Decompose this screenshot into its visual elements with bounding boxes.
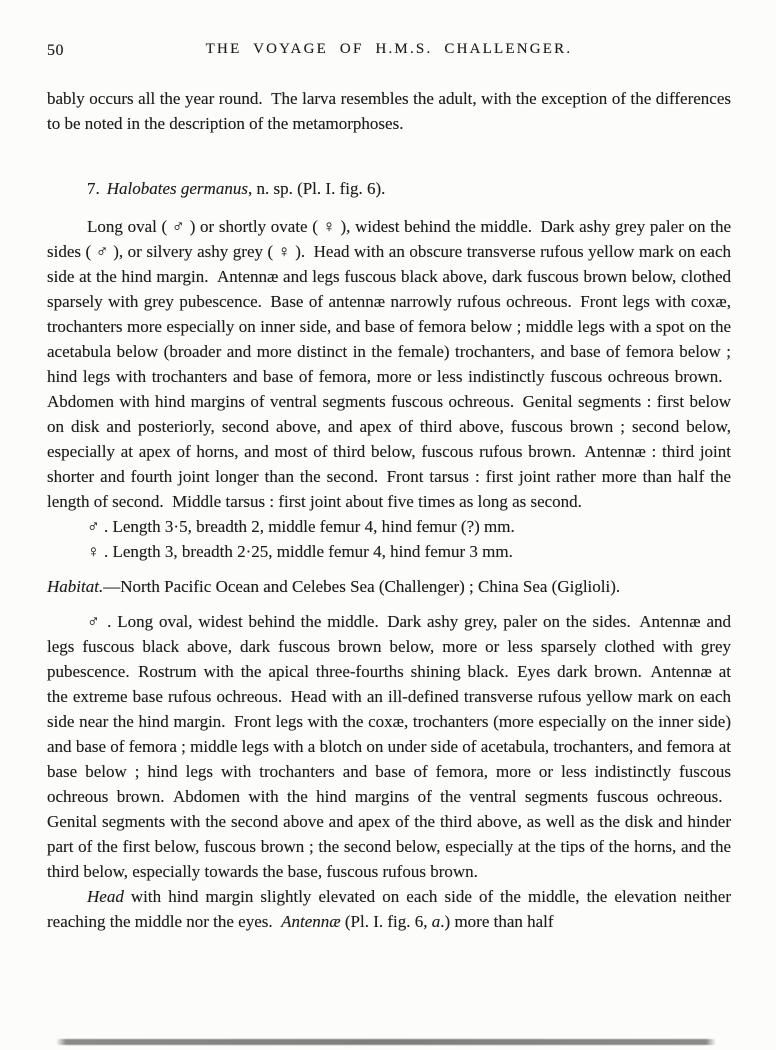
- male-measurements-line: ♂ . Length 3·5, breadth 2, middle femur 4, hind femur (?) mm.: [87, 517, 515, 536]
- scan-edge-artifact: [56, 1039, 716, 1045]
- species-details: , n. sp. (Pl. I. fig. 6).: [247, 179, 386, 198]
- species-heading: [47, 176, 731, 202]
- continuation-paragraph: bably occurs all the year round. The larva resembles the adult, with the exception of the differences to be noted in the description of the metamorphoses.: [47, 89, 731, 133]
- female-measurements-line: ♀ . Length 3, breadth 2·25, middle femur 4, hind femur 3 mm.: [87, 542, 513, 561]
- head-label: Head: [87, 887, 124, 906]
- habitat-line: [47, 574, 731, 599]
- head-text-3: .) more than half: [440, 912, 554, 931]
- species-number: 7.: [87, 179, 100, 198]
- male-description-paragraph: ♂ . Long oval, widest behind the middle. Dark ashy grey, paler on the sides. Antennæ and legs fuscous black above, dark fuscous brown below, more or less sparsely clothed with grey pubescence. Rostrum with the apical three-fourths shining black. Eyes dark brown. Antennæ at the extreme base rufous ochreous. Head with an ill-defined transverse rufous yellow mark on each side near the hind margin. Front legs with the coxæ, trochanters (more especially on the inner side) and base of femora ; middle legs with a blotch on under side of acetabula, trochanters, and femora at base below ; hind legs with trochanters and base of femora, more or less indistinctly fuscous ochreous brown. Abdomen with the hind margins of the ventral segments fuscous ochreous. Genital segments with the second above and apex of the third above, as well as the disk and hinder part of the first below, fuscous brown ; the second below, especially at the tips of the horns, and the third below, especially towards the base, fuscous rufous brown.: [47, 612, 731, 881]
- page-header: [47, 40, 731, 64]
- species-name: Halobates germanus: [106, 179, 248, 198]
- head-antennae-paragraph: [47, 884, 731, 934]
- page-number: 50: [47, 42, 64, 59]
- head-text-1: with hind margin slightly elevated on each side of the middle, the elevation neither reaching the middle nor the eyes.: [47, 887, 731, 931]
- running-title: THE VOYAGE OF H.M.S. CHALLENGER.: [205, 41, 573, 57]
- figure-letter: a: [431, 912, 441, 931]
- head-text-2: (Pl. I. fig. 6,: [340, 912, 432, 931]
- description-paragraph: Long oval ( ♂ ) or shortly ovate ( ♀ ), widest behind the middle. Dark ashy grey paler on the sides ( ♂ ), or silvery ashy grey ( ♀ ). Head with an obscure transverse rufous yellow mark on each side at the hind margin. Antennæ and legs fuscous black above, dark fuscous brown below, clothed sparsely with grey pubescence. Base of antennæ narrowly rufous ochreous. Front legs with coxæ, trochanters more especially on inner side, and base of femora below ; middle legs with a spot on the acetabula below (broader and more distinct in the female) trochanters, and base of femora below ; hind legs with trochanters and base of femora, more or less indistinctly fuscous ochreous brown. Abdomen with hind margins of ventral segments fuscous ochreous. Genital segments : first below on disk and posteriorly, second above, and apex of third above, fuscous brown ; second below, especially at apex of horns, and most of third below, fuscous rufous brown. Antennæ : third joint shorter and fourth joint longer than the second. Front tarsus : first joint rather more than half the length of second. Middle tarsus : first joint about five times as long as second.: [47, 217, 731, 511]
- habitat-text: —North Pacific Ocean and Celebes Sea (Challenger) ; China Sea (Giglioli).: [103, 577, 621, 596]
- habitat-label: Habitat.: [47, 577, 104, 596]
- antennae-label: Antennæ: [281, 912, 341, 931]
